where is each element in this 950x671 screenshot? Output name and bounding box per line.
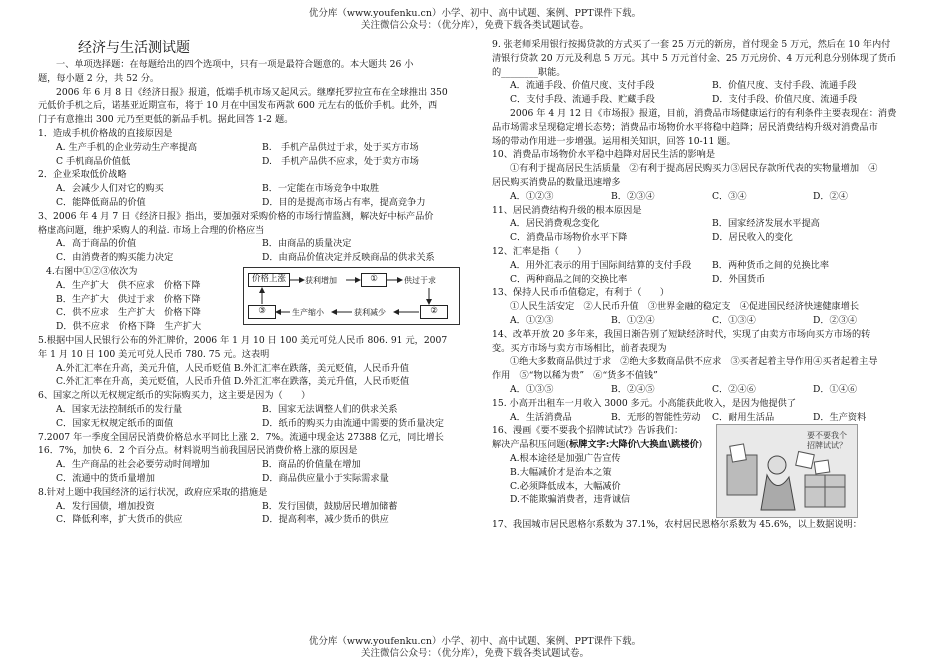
option: A．国家无法控制纸币的发行量 bbox=[56, 403, 183, 415]
option: C．消费品市场物价水平下降 bbox=[510, 232, 628, 244]
question-10-options bbox=[492, 190, 914, 204]
question-4-block bbox=[38, 265, 468, 334]
diagram-oversupply: 供过于求 bbox=[404, 275, 436, 285]
option: A．①③⑤ bbox=[510, 383, 554, 395]
option: B．无形的智能性劳动 bbox=[611, 411, 701, 423]
header-line-1: 优分库（www.youfenku.cn）小学、初中、高中试题、案例、PPT课件下载。 bbox=[308, 8, 642, 19]
question-5: 5.根据中国人民银行公布的外汇牌价，2006 年 1 月 10 日 100 美元可兑人民币 806. 91 元，2007 bbox=[38, 334, 448, 346]
question-2-options bbox=[38, 196, 468, 210]
option: B．国家无法调整人们的供求关系 bbox=[262, 403, 398, 415]
option: C．耐用生活品 bbox=[712, 411, 775, 423]
question-15: 15. 小高开出租车一月收入 3000 多元。小高能获此收入，是因为他提供了 bbox=[492, 397, 797, 409]
question-2-options bbox=[38, 182, 468, 196]
page-footer bbox=[0, 636, 950, 660]
sign-text: 标牌文字:大降价\大换血\跳楼价 bbox=[569, 439, 699, 451]
option: A．生活消费品 bbox=[510, 411, 572, 423]
question-2: 2．企业采取低价战略 bbox=[38, 169, 127, 181]
option: C．③④ bbox=[712, 190, 747, 202]
question-9-line-3: 的________职能。 bbox=[492, 66, 566, 78]
option: B．一定能在市场竞争中取胜 bbox=[262, 183, 380, 195]
question-6-options bbox=[38, 417, 468, 431]
question-8-options bbox=[38, 500, 468, 514]
question-1-options bbox=[38, 155, 468, 169]
question-16-block bbox=[492, 424, 914, 518]
option: C．能降低商品的价值 bbox=[56, 196, 146, 208]
option: B．①②④ bbox=[611, 314, 655, 326]
question-9-options bbox=[492, 79, 914, 93]
option: D．纸币的购买力由流通中需要的货币量决定 bbox=[262, 417, 444, 429]
option: A．生产商品的社会必要劳动时间增加 bbox=[56, 459, 210, 471]
diagram-step-3: ③ bbox=[248, 305, 276, 319]
question-3-options bbox=[38, 251, 468, 265]
question-17: 17、我国城市居民恩格尔系数为 37.1%，农村居民恩格尔系数为 45.6%，以上数据说明： bbox=[492, 519, 862, 531]
question-12-options bbox=[492, 259, 914, 273]
question-11-options bbox=[492, 231, 914, 245]
option: C.外汇汇率在升高，美元贬值，人民币升值 D.外汇汇率在跌落，美元升值，人民币贬值 bbox=[56, 376, 410, 388]
option: D．外国货币 bbox=[712, 273, 766, 285]
option: A．①②③ bbox=[510, 190, 554, 202]
question-7-options bbox=[38, 472, 468, 486]
page-title: 经济与生活测试题 bbox=[78, 40, 190, 56]
question-9-line-2: 清银行贷款 20 万元及利息 5 万元。其中 5 万元首付金、25 万元房价、4 万元利息分别体现了货币 bbox=[492, 52, 897, 64]
instruction-line-2: 题，每小题 2 分，共 52 分。 bbox=[38, 72, 160, 84]
page-header bbox=[0, 8, 950, 32]
diagram-profit-down: 获利减少 bbox=[354, 307, 386, 317]
question-14-line-2: 变。买方市场与卖方市场相比，前者表现为 bbox=[492, 342, 667, 354]
question-3: 3、2006 年 4 月 7 日《经济日报》指出，要加强对采购价格的市场行情监测，解决好中标产品价 bbox=[38, 210, 434, 222]
option: C．降低利率，扩大货币的供应 bbox=[56, 514, 183, 526]
option: D．支付手段、价值尺度、流通手段 bbox=[712, 94, 858, 106]
option: D．供不应求 价格下降 生产扩大 bbox=[56, 321, 202, 333]
passage-1-line-3: 门子有意推出 300 元乃至更低的新品手机。据此回答 1-2 题。 bbox=[38, 114, 294, 126]
option: A．流通手段、价值尺度、支付手段 bbox=[510, 80, 655, 92]
option: A．用外汇表示的用于国际间结算的支付手段 bbox=[510, 259, 692, 271]
question-14-options bbox=[492, 383, 914, 397]
question-14-statements: ①绝大多数商品供过于求 ②绝大多数商品供不应求 ③买者起着主导作用④买者起着主导 bbox=[510, 356, 878, 368]
option: B．②④⑤ bbox=[611, 383, 655, 395]
prompt-text: 解决产品积压问题( bbox=[492, 439, 570, 451]
option: C．供不应求 生产扩大 价格下降 bbox=[56, 307, 201, 319]
option: B．②③④ bbox=[611, 190, 655, 202]
footer-line-1: 优分库（www.youfenku.cn）小学、初中、高中试题、案例、PPT课件下载。 bbox=[308, 636, 642, 647]
option: D. 手机产品供不应求，处于卖方市场 bbox=[262, 155, 419, 167]
question-9-options bbox=[492, 93, 914, 107]
option: B．国家经济发展水平提高 bbox=[712, 218, 820, 230]
option: C．①③④ bbox=[712, 314, 756, 326]
option: B．商品的价值量在增加 bbox=[262, 459, 361, 471]
question-6: 6、国家之所以无权规定纸币的实际购买力，这主要是因为（ ） bbox=[38, 390, 311, 402]
option: B. 手机产品供过于求，处于买方市场 bbox=[262, 141, 419, 153]
question-13-options bbox=[492, 314, 914, 328]
question-14-statements-2: 作用 ⑤“物以稀为贵” ⑥“货多不值钱” bbox=[492, 370, 658, 382]
diagram-profit-up: 获利增加 bbox=[305, 275, 337, 285]
option: A．①②③ bbox=[510, 314, 554, 326]
cartoon-drawing bbox=[717, 425, 857, 517]
question-3-options bbox=[38, 237, 468, 251]
option: D．①④⑥ bbox=[813, 383, 858, 395]
option: D.不能欺骗消费者，违背诚信 bbox=[510, 494, 631, 506]
option: B．价值尺度、支付手段、流通手段 bbox=[712, 80, 857, 92]
option: C．流通中的货币量增加 bbox=[56, 472, 155, 484]
question-5-line-2: 年 1 月 10 日 100 美元可兑人民币 780. 75 元。这表明 bbox=[38, 348, 270, 360]
question-16-text bbox=[492, 424, 710, 507]
option: A．高于商品的价值 bbox=[56, 238, 137, 250]
diagram-production-shrink: 生产缩小 bbox=[292, 307, 324, 317]
question-12: 12、汇率是指（ ） bbox=[492, 245, 587, 257]
question-4: 4.右图中①②③依次为 bbox=[46, 265, 138, 277]
option: B.大幅减价才是治本之策 bbox=[510, 466, 612, 478]
question-8-options bbox=[38, 513, 468, 527]
option: C．由消费者的购买能力决定 bbox=[56, 252, 174, 264]
cartoon-caption-line-1: 要不要我个 bbox=[807, 431, 847, 441]
question-1-options bbox=[38, 141, 468, 155]
question-3-line-2: 格虚高问题，维护采购人的利益. 市场上合理的价格应当 bbox=[38, 224, 265, 236]
cartoon-image bbox=[716, 424, 858, 518]
option: C．②④⑥ bbox=[712, 383, 756, 395]
instruction-line-1: 一、单项选择题：在每题给出的四个选项中，只有一项是最符合题意的。本大题共 26 小 bbox=[56, 59, 414, 70]
left-column bbox=[38, 38, 468, 527]
option: A.外汇汇率在升高，美元升值，人民币贬值 B.外汇汇率在跌落，美元贬值，人民币升值 bbox=[56, 362, 409, 374]
cartoon-caption-line-2: 招牌试试？ bbox=[807, 441, 847, 451]
question-7-line-2: 16．7%，加快 6．2 个百分点。材料说明当前我国居民消费价格上涨的原因是 bbox=[38, 445, 358, 457]
option: A．会减少人们对它的购买 bbox=[56, 183, 164, 195]
option: A. 生产手机的企业劳动生产率提高 bbox=[56, 141, 198, 153]
question-10-statements: ①有利于提高居民生活质量 ②有利于提高居民购买力③居民存款所代表的实物量增加 ④ bbox=[510, 163, 878, 175]
passage-2: 2006 年 4 月 12 日《市场报》报道，目前，消费品市场健康运行的有利条件主要表现在：消费 bbox=[510, 107, 897, 119]
passage-1-line-2: 元低价手机之后，诺基亚近期宣布，将于 10 月在中国发布两款 600 元左右的低价手机。此外，西 bbox=[38, 100, 438, 112]
question-12-options bbox=[492, 273, 914, 287]
question-13: 13、保持人民币币值稳定，有利于（ ） bbox=[492, 287, 670, 299]
option: C 手机商品价值低 bbox=[56, 155, 131, 167]
question-7: 7.2007 年一季度全国居民消费价格总水平同比上涨 2．7%。流通中现金达 27388 亿元，同比增长 bbox=[38, 431, 444, 443]
option: A．居民消费观念变化 bbox=[510, 218, 600, 230]
option: B．生产扩大 供过于求 价格下降 bbox=[56, 293, 201, 305]
question-4-text bbox=[38, 265, 243, 334]
option: B．两种货币之间的兑换比率 bbox=[712, 259, 830, 271]
question-8: 8.针对上题中我国经济的运行状况，政府应采取的措施是 bbox=[38, 486, 268, 498]
question-6-options bbox=[38, 403, 468, 417]
diagram-price-rise: 价格上涨 bbox=[248, 273, 290, 287]
prompt-close: ) bbox=[698, 439, 703, 451]
option: C．支付手段、流通手段、贮藏手段 bbox=[510, 94, 655, 106]
footer-line-2: 关注微信公众号：（优分库），免费下载各类试题试卷。 bbox=[360, 648, 589, 659]
question-11-options bbox=[492, 217, 914, 231]
passage-2-line-3: 场的带动作用进一步增强。运用相关知识，回答 10-11 题。 bbox=[492, 135, 736, 147]
market-cycle-diagram bbox=[243, 267, 460, 325]
diagram-step-2: ② bbox=[420, 305, 448, 319]
question-11: 11、居民消费结构升级的根本原因是 bbox=[492, 204, 642, 216]
option: C．国家无权规定纸币的面值 bbox=[56, 417, 174, 429]
option: C．两种商品之间的交换比率 bbox=[510, 273, 628, 285]
question-16: 16、漫画《要不要我个招牌试试?》告诉我们： bbox=[492, 425, 684, 437]
question-16-prompt bbox=[492, 438, 710, 452]
option: C.必须降低成本，大幅减价 bbox=[510, 480, 621, 492]
header-line-2: 关注微信公众号：（优分库），免费下载各类试题试卷。 bbox=[360, 20, 589, 31]
question-13-statements: ①人民生活安定 ②人民币升值 ③世界金融的稳定支 ④促进国民经济快速健康增长 bbox=[510, 301, 860, 313]
option: D．由商品价值决定并反映商品的供求关系 bbox=[262, 252, 435, 264]
passage-2-line-2: 品市场需求呈现稳定增长态势；消费品市场物价水平将稳中趋降；居民消费结构升级对消费品市 bbox=[492, 121, 878, 133]
right-column bbox=[492, 38, 914, 532]
passage-1: 2006 年 6 月 8 日《经济日报》报道，低端手机市场又起风云。继摩托罗拉宣布在全球推出 350 bbox=[56, 86, 448, 98]
diagram-step-1: ① bbox=[361, 273, 387, 287]
option: D．生产资料 bbox=[813, 411, 867, 423]
question-14: 14、改革开放 20 多年来，我国日渐告别了短缺经济时代，实现了由卖方市场向买方市场的转 bbox=[492, 328, 871, 340]
option: D．②④ bbox=[813, 190, 848, 202]
option: D．目的是提高市场占有率，提高竞争力 bbox=[262, 196, 426, 208]
option: D．居民收入的变化 bbox=[712, 232, 793, 244]
option: B．由商品的质量决定 bbox=[262, 238, 352, 250]
question-7-options bbox=[38, 458, 468, 472]
option: B．发行国债，鼓励居民增加储蓄 bbox=[262, 500, 398, 512]
question-9: 9. 张老师采用银行按揭贷款的方式买了一套 25 万元的新房，首付现金 5 万元，然后在 10 年内付 bbox=[492, 39, 891, 50]
question-1: 1．造成手机价格战的直接原因是 bbox=[38, 127, 173, 139]
option: D．商品供应量小于实际需求量 bbox=[262, 472, 389, 484]
option: A．生产扩大 供不应求 价格下降 bbox=[56, 279, 201, 291]
question-10: 10、消费品市场物价水平稳中趋降对居民生活的影响是 bbox=[492, 149, 716, 161]
option: D．提高利率，减少货币的供应 bbox=[262, 514, 389, 526]
question-15-options bbox=[492, 411, 914, 425]
option: A．发行国债，增加投资 bbox=[56, 500, 155, 512]
question-10-statements-2: 居民购买消费品的数量迅速增多 bbox=[492, 176, 621, 188]
option: D．②③④ bbox=[813, 314, 858, 326]
option: A.根本途径是加强广告宣传 bbox=[510, 452, 621, 464]
